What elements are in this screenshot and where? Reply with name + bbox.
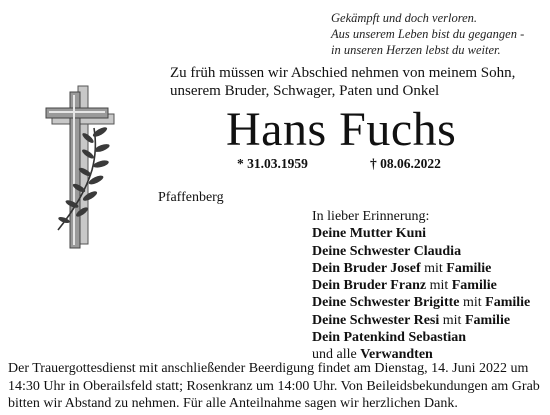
mourner-entry: Dein Patenkind Sebastian — [312, 330, 467, 346]
motto-line: Gekämpft und doch verloren. — [331, 11, 478, 25]
mourner-entry: Dein Bruder Josef mit Familie — [312, 260, 492, 276]
death-date: † 08.06.2022 — [370, 156, 441, 171]
intro-line: unserem Bruder, Schwager, Paten und Onkel — [170, 83, 440, 99]
place-name: Pfaffenberg — [158, 190, 224, 205]
motto-line: in unseren Herzen lebst du weiter. — [331, 43, 501, 57]
motto-verse — [331, 10, 541, 58]
notice-line: bitten wir Abstand zu nehmen. Für alle Anteilnahme sagen wir herzlichen Dank. — [8, 396, 458, 411]
intro-line: Zu früh müssen wir Abschied nehmen von meinem Sohn, — [170, 65, 516, 81]
motto-line: Aus unserem Leben bist du gegangen - — [331, 27, 525, 41]
birth-date: * 31.03.1959 — [237, 156, 308, 171]
notice-line: Der Trauergottesdienst mit anschließender Beerdigung findet am Dienstag, 14. Juni 2022 um — [8, 361, 529, 376]
deceased-name: Hans Fuchs — [226, 103, 457, 156]
mourner-entry: Deine Schwester Claudia — [312, 243, 462, 259]
mourner-entry: Deine Schwester Resi mit Familie — [312, 312, 511, 328]
mourner-entry: Dein Bruder Franz mit Familie — [312, 278, 497, 294]
intro-text — [170, 64, 520, 100]
mourners-heading: In lieber Erinnerung: — [312, 209, 430, 224]
mourner-entry: und alle Verwandten — [312, 347, 433, 363]
funeral-notice — [8, 360, 543, 413]
mourner-entry: Deine Mutter Kuni — [312, 226, 427, 242]
notice-line: 14:30 Uhr in Oberailsfeld statt; Rosenkranz um 14:00 Uhr. Von Beileidsbekundungen am Grab — [8, 378, 540, 394]
mourners-list — [312, 208, 530, 364]
mourner-entry: Deine Schwester Brigitte mit Familie — [312, 295, 531, 311]
cross-with-branch-icon — [44, 80, 134, 250]
